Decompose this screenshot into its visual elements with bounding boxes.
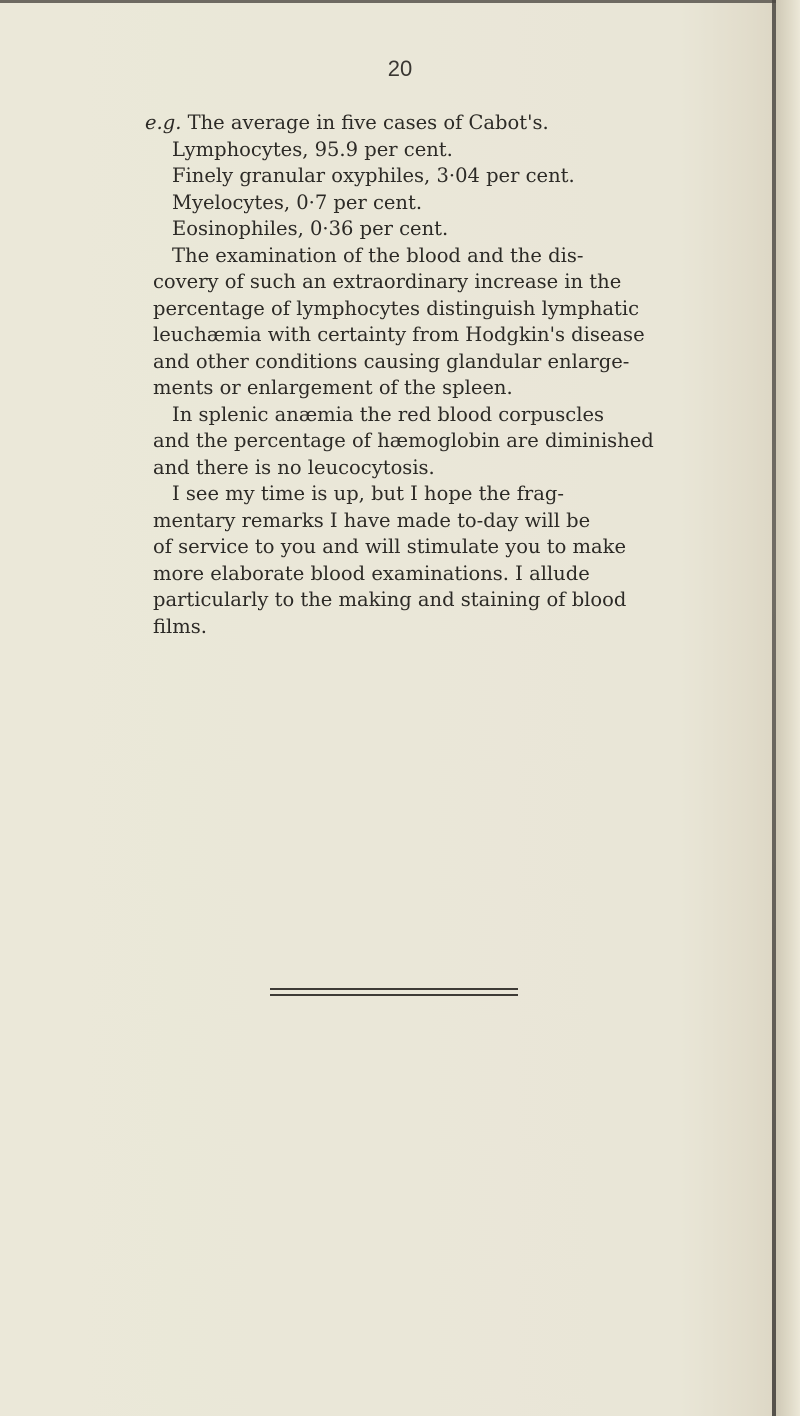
paragraph-line: covery of such an extraordinary increase in the (153, 270, 622, 293)
count-line: Myelocytes, 0·7 per cent. (172, 190, 423, 214)
paragraph-line: and other conditions causing glandular enlarge- (153, 349, 630, 373)
paragraph-line: more elaborate blood examinations. I allude (153, 561, 590, 585)
closing-rules (270, 988, 518, 1000)
paragraph-line: leuchæmia with certainty from Hodgkin's disease (153, 323, 645, 346)
paragraph-line: particularly to the making and staining of blood (153, 588, 627, 611)
closing-rule (270, 994, 518, 996)
paragraph-line: I see my time is up, but I hope the frag- (172, 482, 564, 505)
paragraph-line: and there is no leucocytosis. (153, 455, 435, 479)
count-line: Lymphocytes, 95.9 per cent. (172, 137, 453, 161)
paragraph-line: ments or enlargement of the spleen. (153, 376, 513, 399)
count-line: Finely granular oxyphiles, 3·04 per cent. (172, 164, 575, 187)
paragraph-line: and the percentage of hæmoglobin are diminished (153, 429, 654, 452)
closing-rule (270, 988, 518, 990)
paragraph-line: mentary remarks I have made to-day will be (153, 508, 591, 532)
paragraph-line: of service to you and will stimulate you to make (153, 535, 627, 558)
count-line: Eosinophiles, 0·36 per cent. (172, 217, 449, 240)
passage (0, 110, 800, 640)
paragraph-line: The examination of the blood and the dis- (172, 243, 584, 267)
paragraph-line: In splenic anæmia the red blood corpuscles (172, 402, 604, 426)
intro-abbrev: e.g. (145, 111, 182, 134)
paragraph-line: percentage of lymphocytes distinguish lymphatic (153, 296, 640, 320)
intro-text: The average in five cases of Cabot's. (181, 111, 549, 134)
intro-line (145, 110, 800, 137)
top-border (0, 0, 800, 3)
paragraph-line: films. (153, 614, 207, 638)
page-number: 20 (387, 56, 413, 81)
